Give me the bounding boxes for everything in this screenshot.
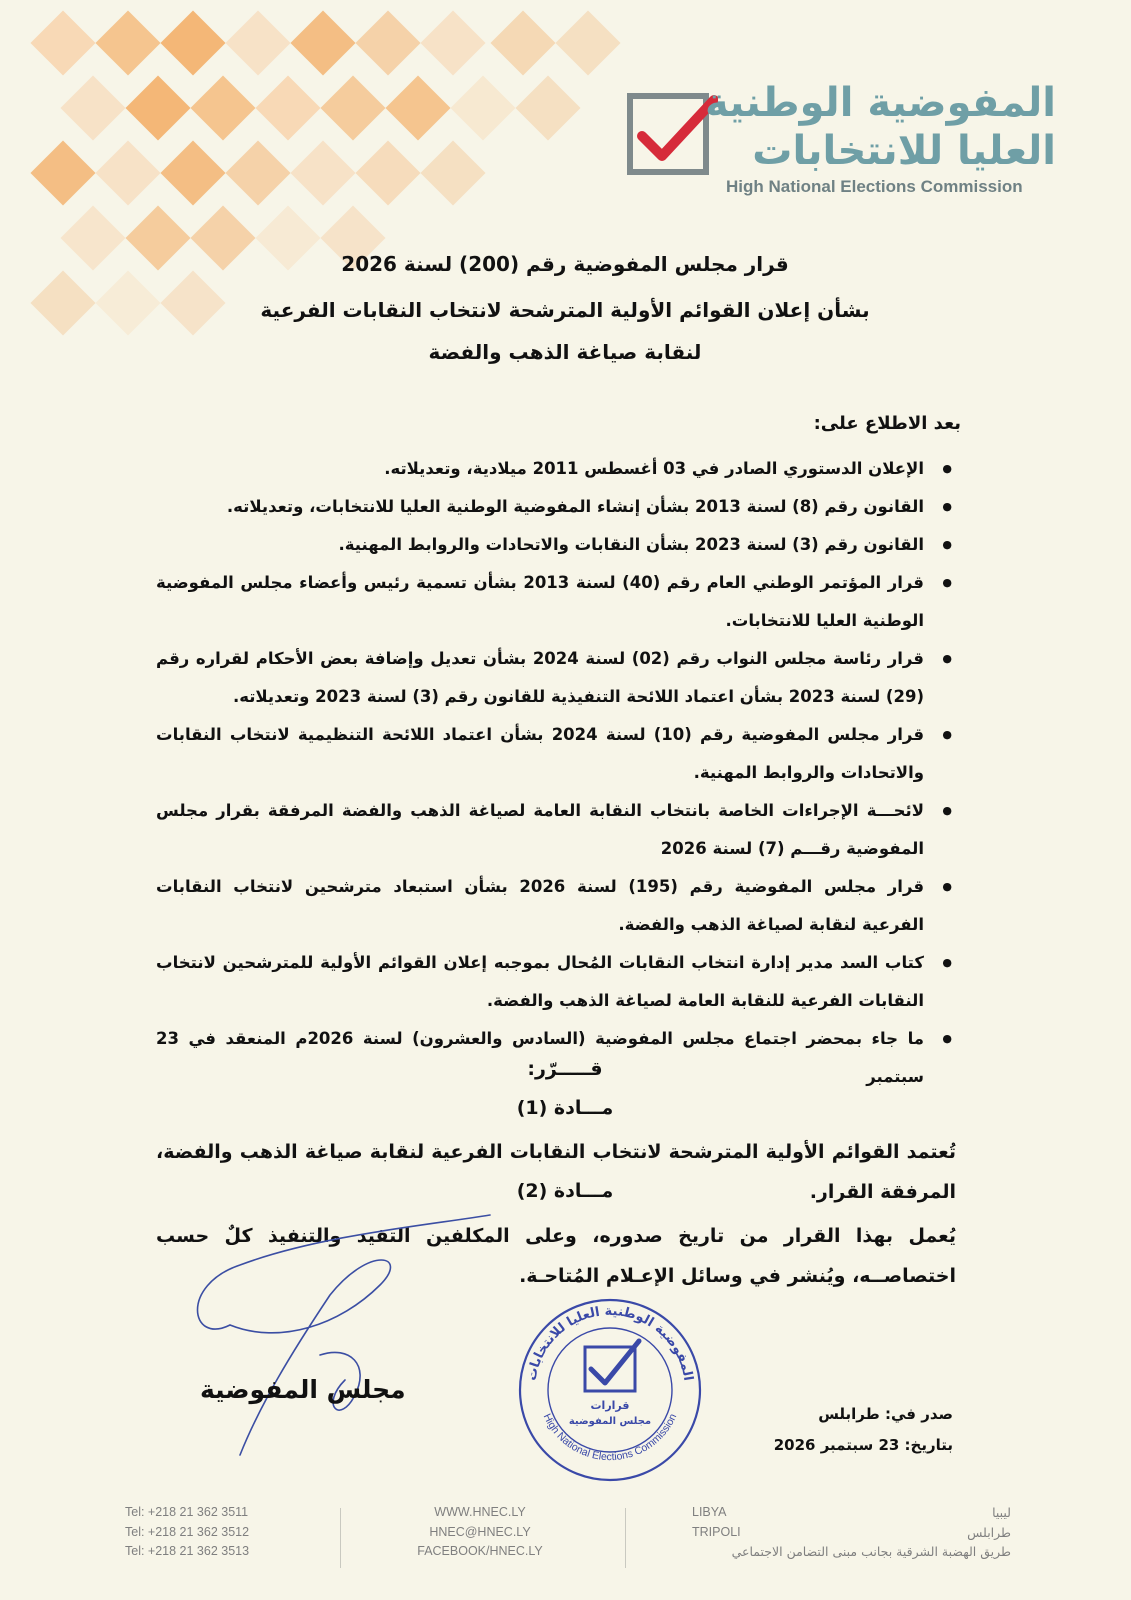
list-item: ● قرار رئاسة مجلس النواب رقم (02) لسنة 2024 بشأن تعديل وإضافة بعض الأحكام لقراره رقم (29) لسنة 2023 بشأن اعتماد اللائحة التنفيذية للقانون رقم (3) لسنة 2023 وتعديلاته. bbox=[156, 640, 956, 716]
decorative-tile bbox=[60, 205, 125, 270]
issued-place: صدر في: طرابلس bbox=[818, 1405, 953, 1423]
decorative-tile bbox=[355, 10, 420, 75]
logo-arabic-line1: المفوضية الوطنية bbox=[705, 80, 1056, 126]
decision-subject: بشأن إعلان القوائم الأولية المترشحة لانتخاب النقابات الفرعية bbox=[260, 298, 870, 322]
stamp-center-line1: قرارات bbox=[590, 1399, 630, 1412]
decorative-tile bbox=[355, 140, 420, 205]
signature-label: مجلس المفوضية bbox=[200, 1375, 406, 1404]
hnec-logo bbox=[626, 80, 1056, 200]
decision-subject-line2: لنقابة صياغة الذهب والفضة bbox=[428, 340, 702, 364]
references-list bbox=[156, 450, 956, 1096]
footer-divider bbox=[625, 1508, 626, 1568]
stamp-seal-icon bbox=[515, 1295, 705, 1485]
footer-phones bbox=[125, 1503, 249, 1562]
list-item: ● قرار المؤتمر الوطني العام رقم (40) لسنة 2013 بشأن تسمية رئيس وأعضاء مجلس المفوضية الوطنية العليا للانتخابات. bbox=[156, 564, 956, 640]
decorative-tile bbox=[255, 75, 320, 140]
decorative-tile bbox=[290, 140, 355, 205]
article1-heading: مـــادة (1) bbox=[516, 1097, 614, 1119]
decorative-tile bbox=[95, 140, 160, 205]
decorative-tile bbox=[555, 10, 620, 75]
official-stamp bbox=[515, 1295, 705, 1485]
list-item: ● القانون رقم (3) لسنة 2023 بشأن النقابات والاتحادات والروابط المهنية. bbox=[156, 526, 956, 564]
decorative-tile bbox=[160, 140, 225, 205]
footer-phone: Tel: +218 21 362 3512 bbox=[125, 1524, 250, 1539]
list-item: ● الإعلان الدستوري الصادر في 03 أغسطس 2011 ميلادية، وتعديلاته. bbox=[156, 450, 956, 488]
decorative-tile bbox=[95, 10, 160, 75]
decorative-tile bbox=[225, 10, 290, 75]
handwritten-signature-image bbox=[170, 1205, 530, 1470]
decorative-tile bbox=[225, 140, 290, 205]
decorative-tile bbox=[30, 270, 95, 335]
footer-address-ar: طريق الهضبة الشرقية بجانب مبنى التضامن الاجتماعي bbox=[731, 1544, 1011, 1559]
article1-text: تُعتمد القوائم الأولية المترشحة لانتخاب النقابات الفرعية لنقابة صياغة الذهب والفضة، المرفقة القرار. bbox=[156, 1141, 956, 1203]
decorative-tile bbox=[490, 10, 555, 75]
article2-text: يُعمل بهذا القرار من تاريخ صدوره، وعلى المكلفين التقيد والتنفيذ كلٌ حسب اختصاصــه، ويُنشر في وسائل الإعـلام المُتاحـة. bbox=[156, 1225, 956, 1287]
intro-text: بعد الاطلاع على: bbox=[813, 413, 961, 434]
logo-english-name: High National Elections Commission bbox=[726, 177, 1023, 196]
footer-country: LIBYA bbox=[692, 1505, 727, 1519]
decorative-tile bbox=[420, 140, 485, 205]
list-item: ● قرار مجلس المفوضية رقم (195) لسنة 2026 بشأن استبعاد مترشحين لانتخاب النقابات الفرعية لنقابة لصياغة الذهب والفضة. bbox=[156, 868, 956, 944]
list-item: ● القانون رقم (8) لسنة 2013 بشأن إنشاء المفوضية الوطنية العليا للانتخابات، وتعديلاته. bbox=[156, 488, 956, 526]
list-item: ● كتاب السد مدير إدارة انتخاب النقابات المُحال بموجبه إعلان القوائم الأولية للمترشحين لانتخاب النقابات الفرعية للنقابة العامة لصياغة الذهب والفضة. bbox=[156, 944, 956, 1020]
decorative-tile bbox=[30, 10, 95, 75]
stamp-english-ring: High National Elections Commission bbox=[540, 1411, 680, 1464]
article2-heading: مـــادة (2) bbox=[516, 1180, 614, 1202]
list-item: ● قرار مجلس المفوضية رقم (10) لسنة 2024 بشأن اعتماد اللائحة التنظيمية لانتخاب النقابات والاتحادات والروابط المهنية. bbox=[156, 716, 956, 792]
footer-city: TRIPOLI bbox=[692, 1524, 741, 1539]
decorative-tile bbox=[160, 10, 225, 75]
footer-phone: Tel: +218 21 362 3511 bbox=[125, 1505, 249, 1519]
decision-title: قرار مجلس المفوضية رقم (200) لسنة 2026 bbox=[341, 252, 789, 276]
footer-website-link[interactable]: WWW.HNEC.LY bbox=[434, 1505, 526, 1519]
footer-city-ar: طرابلس bbox=[967, 1524, 1011, 1540]
list-item: ● لائحـــة الإجراءات الخاصة بانتخاب النقابة العامة لصياغة الذهب والفضة المرفقة بقرار مجلس المفوضية رقـــم (7) لسنة 2026 bbox=[156, 792, 956, 868]
decorative-tile bbox=[290, 10, 355, 75]
issued-date: بتاريخ: 23 سبتمبر 2026 bbox=[773, 1436, 953, 1454]
footer-email-link[interactable]: HNEC@HNEC.LY bbox=[429, 1524, 531, 1539]
decorative-tile bbox=[385, 75, 450, 140]
footer-facebook-link[interactable]: FACEBOOK/HNEC.LY bbox=[417, 1544, 543, 1558]
footer-divider bbox=[340, 1508, 341, 1568]
decorative-tile bbox=[190, 75, 255, 140]
decorative-tile bbox=[450, 75, 515, 140]
list-item: ● ما جاء بمحضر اجتماع مجلس المفوضية (السادس والعشرون) لسنة 2026م المنعقد في 23 سبتمبر bbox=[156, 1020, 956, 1096]
decorative-tile bbox=[515, 75, 580, 140]
decorative-tile bbox=[30, 140, 95, 205]
decided-heading: قـــــرّر: bbox=[527, 1058, 603, 1080]
decorative-tile bbox=[60, 75, 125, 140]
decorative-tile bbox=[420, 10, 485, 75]
stamp-arabic-ring: المفوضية الوطنية العليا للانتخابات bbox=[524, 1303, 696, 1382]
logo-arabic-line2: العليا للانتخابات bbox=[752, 128, 1056, 174]
decorative-tile bbox=[125, 75, 190, 140]
footer-location-ar bbox=[691, 1503, 1011, 1562]
footer-web bbox=[395, 1503, 565, 1562]
footer-phone: Tel: +218 21 362 3513 bbox=[125, 1544, 250, 1558]
decorative-tile bbox=[320, 75, 385, 140]
stamp-center-line2: مجلس المفوضية bbox=[568, 1416, 652, 1427]
footer-country-ar: ليبيا bbox=[992, 1505, 1011, 1520]
